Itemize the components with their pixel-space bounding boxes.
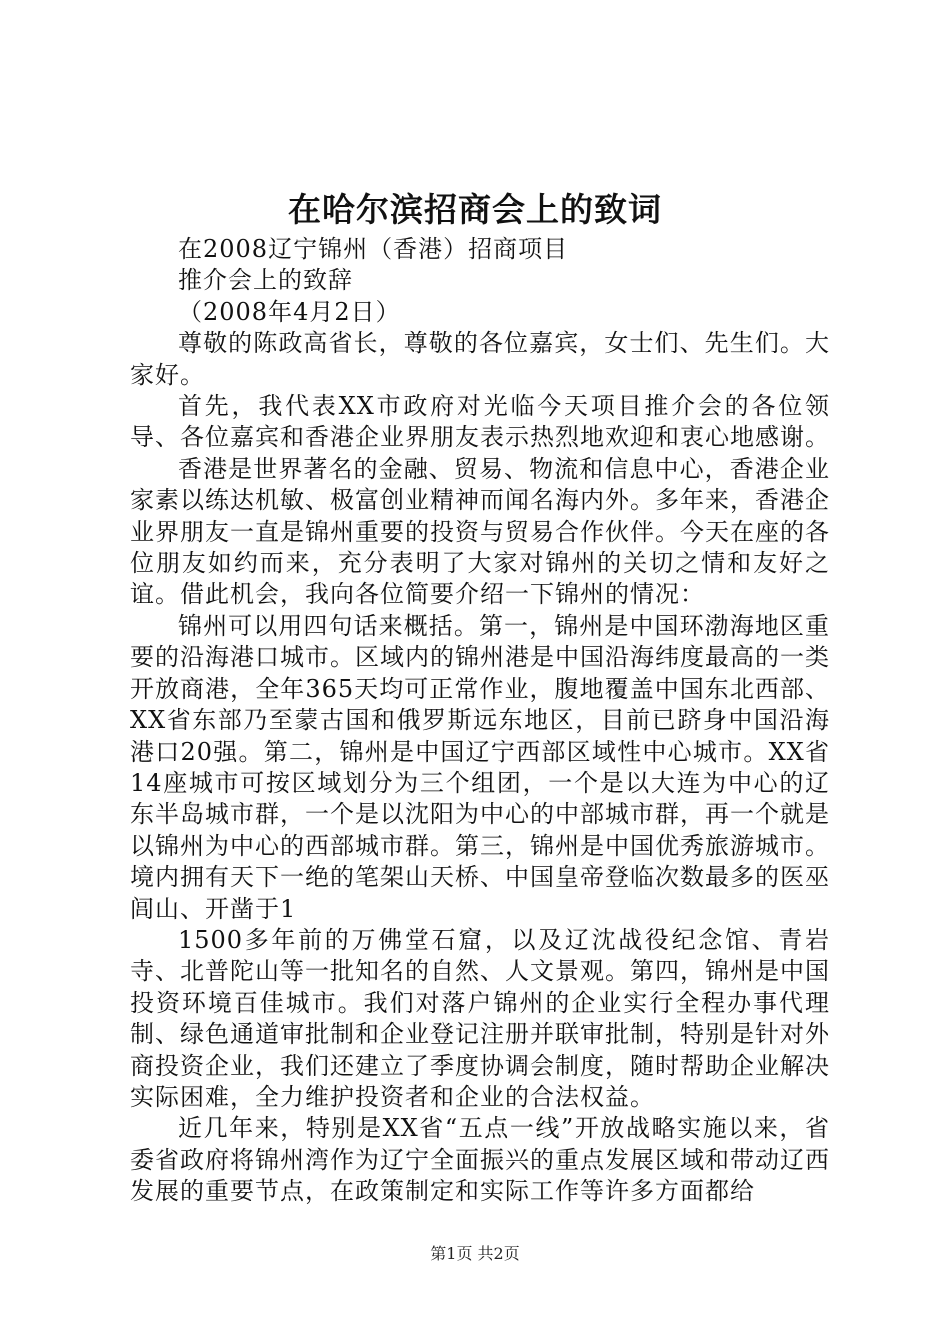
page-footer: 第1页 共2页 xyxy=(430,1244,520,1263)
paragraph: 香港是世界著名的金融、贸易、物流和信息中心，香港企业家素以练达机敏、极富创业精神而闻名海内外。多年来，香港企业界朋友一直是锦州重要的投资与贸易合作伙伴。今天在座的各位朋友如约而来，充分表明了大家对锦州的关切之情和友好之谊。借此机会，我向各位简要介绍一下锦州的情况： xyxy=(130,454,830,609)
paragraph: 首先，我代表XX市政府对光临今天项目推介会的各位领导、各位嘉宾和香港企业界朋友表示热烈地欢迎和衷心地感谢。 xyxy=(130,392,830,452)
paragraph: 近几年来，特别是XX省“五点一线”开放战略实施以来，省委省政府将锦州湾作为辽宁全面振兴的重点发展区域和带动辽西发展的重要节点，在政策制定和实际工作等许多方面都给 xyxy=(130,1114,830,1206)
paragraph: 1500多年前的万佛堂石窟，以及辽沈战役纪念馆、青岩寺、北普陀山等一批知名的自然、人文景观。第四，锦州是中国投资环境百佳城市。我们对落户锦州的企业实行全程办事代理制、绿色通道审批制和企业登记注册并联审批制，特别是针对外商投资企业，我们还建立了季度协调会制度，随时帮助企业解决实际困难，全力维护投资者和企业的合法权益。 xyxy=(130,925,830,1111)
document-title: 在哈尔滨招商会上的致词 xyxy=(288,190,662,229)
paragraph: （2008年4月2日） xyxy=(178,297,401,326)
paragraph: 锦州可以用四句话来概括。第一，锦州是中国环渤海地区重要的沿海港口城市。区域内的锦州港是中国沿海纬度最高的一类开放商港，全年365天均可正常作业，腹地覆盖中国东北西部、XX省东部乃至蒙古国和俄罗斯远东地区，目前已跻身中国沿海港口20强。第二，锦州是中国辽宁西部区域性中心城市。XX省14座城市可按区域划分为三个组团，一个是以大连为中心的辽东半岛城市群，一个是以沈阳为中心的中部城市群，再一个就是以锦州为中心的西部城市群。第三，锦州是中国优秀旅游城市。境内拥有天下一绝的笔架山天桥、中国皇帝登临次数最多的医巫闾山、开凿于1 xyxy=(130,611,830,923)
paragraph: 尊敬的陈政高省长，尊敬的各位嘉宾，女士们、先生们。大家好。 xyxy=(130,329,830,389)
paragraph: 在2008辽宁锦州（香港）招商项目 xyxy=(178,235,569,263)
paragraph: 推介会上的致辞 xyxy=(178,266,353,295)
document-body xyxy=(130,234,830,1208)
